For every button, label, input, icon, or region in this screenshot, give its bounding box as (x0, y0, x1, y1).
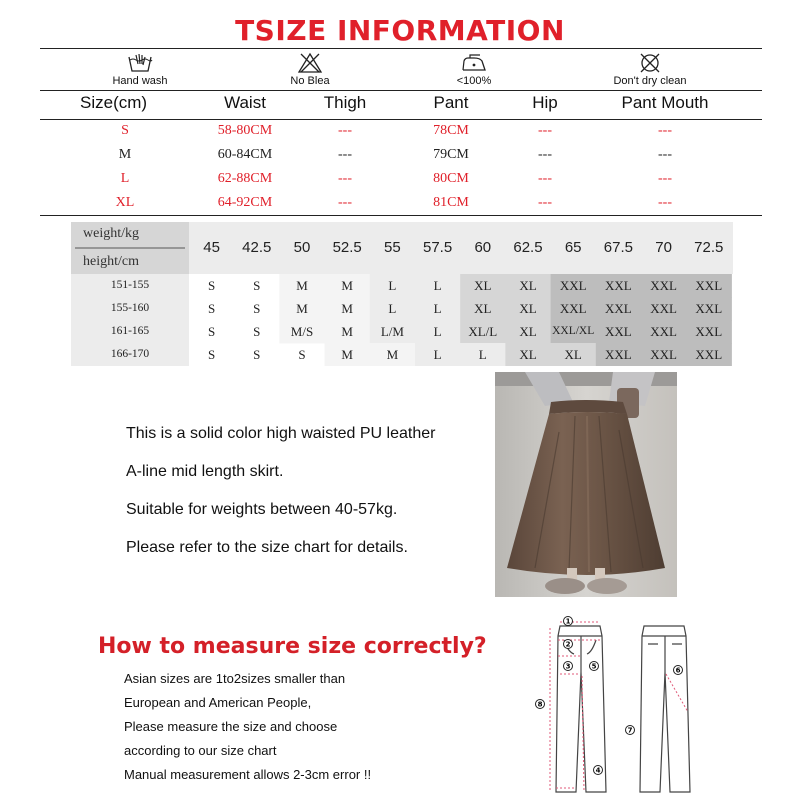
size-row (40, 171, 762, 193)
height-label: height/cm (83, 254, 139, 269)
divider (40, 90, 762, 91)
description-line: A-line mid length skirt. (126, 463, 284, 480)
size-cell: L (388, 278, 397, 293)
description-line: Please refer to the size chart for details. (126, 539, 408, 556)
care-no-dry-clean (580, 52, 720, 87)
size-cell: M (341, 278, 353, 293)
weight-header: 55 (384, 239, 401, 256)
size-cell: S (207, 301, 216, 316)
size-cell: L (433, 301, 442, 316)
weight-header: 70 (655, 239, 672, 256)
size-row (40, 147, 762, 169)
size-cell: XXL (605, 278, 632, 293)
waist-cell: 58-80CM (217, 123, 273, 138)
marker-4: 4 (595, 766, 601, 775)
no-dry-clean-icon (638, 52, 662, 74)
skirt-image (495, 372, 677, 597)
instruction-line: European and American People, (124, 695, 312, 710)
care-label: Hand wash (112, 75, 168, 87)
size-cell: S (121, 123, 129, 138)
care-label: No Blea (290, 75, 330, 87)
no-bleach-icon (297, 52, 323, 74)
size-cell: XXL (695, 347, 723, 362)
marker-2: 2 (565, 640, 571, 649)
size-cell: S (207, 278, 216, 293)
weight-height-table (71, 222, 733, 366)
size-cell: L (120, 171, 130, 186)
size-cell: L (388, 301, 397, 316)
header-hip: Hip (532, 93, 558, 112)
size-cell: L (433, 324, 442, 339)
weight-header: 50 (293, 239, 311, 256)
product-photo (495, 372, 677, 597)
thigh-cell: --- (338, 171, 352, 186)
size-table-header (40, 93, 762, 117)
marker-3: 3 (565, 662, 571, 671)
marker-6: 6 (675, 666, 681, 675)
thigh-cell: --- (338, 195, 352, 210)
hip-cell: --- (538, 147, 552, 162)
divider (40, 48, 762, 49)
weight-label: weight/kg (83, 226, 139, 241)
thigh-cell: --- (338, 123, 352, 138)
size-cell: S (253, 324, 261, 339)
weight-header: 67.5 (603, 239, 633, 256)
care-label: Don't dry clean (613, 75, 687, 87)
header-pant: Pant (433, 93, 469, 112)
hip-cell: --- (538, 171, 552, 186)
size-cell: S (253, 301, 261, 316)
waist-cell: 62-88CM (217, 171, 273, 186)
size-cell: S (253, 347, 261, 362)
pant-cell: 79CM (433, 147, 469, 162)
size-cell: M (341, 347, 353, 362)
hip-cell: --- (538, 195, 552, 210)
pant-mouth-cell: --- (658, 147, 672, 162)
marker-7: 7 (627, 726, 633, 735)
size-cell: M (341, 324, 353, 339)
size-cell: XXL (650, 278, 677, 293)
size-cell: XXL/XL (552, 325, 595, 337)
hand-wash-icon (127, 52, 153, 74)
size-cell: M (118, 147, 132, 162)
header-thigh: Thigh (323, 93, 367, 112)
instruction-line: Manual measurement allows 2-3cm error !! (124, 767, 372, 782)
height-cell: 151-155 (110, 279, 150, 291)
howto-title: How to measure size correctly? (98, 634, 487, 659)
thigh-cell: --- (338, 147, 352, 162)
instruction-line: Please measure the size and choose (124, 719, 338, 734)
weight-header: 57.5 (422, 239, 453, 256)
care-label: <100% (456, 75, 492, 87)
divider (40, 215, 762, 216)
size-cell: XL (115, 195, 135, 210)
size-cell: XXL (605, 347, 632, 362)
weight-header: 45 (203, 239, 220, 256)
pant-mouth-cell: --- (658, 195, 672, 210)
size-cell: L (478, 347, 487, 362)
size-cell: M (386, 347, 399, 362)
size-cell: XL (474, 278, 492, 293)
waist-cell: 60-84CM (217, 147, 273, 162)
size-cell: M (296, 278, 308, 293)
size-cell: XXL (605, 324, 632, 339)
size-cell: XL (564, 347, 582, 362)
pant-mouth-cell: --- (658, 171, 672, 186)
size-cell: L (433, 278, 442, 293)
size-cell: XL (474, 301, 492, 316)
size-cell: M/S (290, 324, 314, 339)
instruction-line: according to our size chart (124, 743, 277, 758)
height-cell: 161-165 (110, 325, 150, 337)
hip-cell: --- (538, 123, 552, 138)
size-cell: S (207, 324, 216, 339)
care-instructions (40, 52, 762, 90)
weight-header: 60 (474, 239, 492, 256)
size-cell: XL (519, 324, 537, 339)
page-title: TSIZE INFORMATION (235, 14, 565, 47)
height-cell: 166-170 (110, 348, 150, 360)
care-hand-wash (70, 52, 210, 87)
size-cell: XL (519, 301, 537, 316)
marker-1: 1 (565, 617, 571, 626)
size-cell: XL (519, 347, 537, 362)
size-cell: XXL (559, 278, 587, 293)
description-line: This is a solid color high waisted PU leather (126, 425, 436, 442)
size-cell: L (433, 347, 442, 362)
size-cell: XXL (695, 324, 723, 339)
size-cell: XXL (605, 301, 632, 316)
marker-5: 5 (591, 662, 597, 671)
weight-header: 65 (564, 239, 582, 256)
size-cell: M (296, 301, 308, 316)
instruction-line: Asian sizes are 1to2sizes smaller than (124, 671, 346, 686)
size-cell: L/M (380, 324, 404, 339)
pant-mouth-cell: --- (658, 123, 672, 138)
pant-cell: 81CM (433, 195, 469, 210)
size-cell: XXL (650, 301, 677, 316)
size-cell: S (207, 347, 216, 362)
size-cell: XXL (559, 301, 587, 316)
size-cell: XL/L (468, 324, 498, 339)
size-cell: M (341, 301, 353, 316)
size-row (40, 195, 762, 217)
size-cell: XXL (650, 347, 677, 362)
description-line: Suitable for weights between 40-57kg. (126, 501, 398, 518)
header-pant-mouth: Pant Mouth (621, 93, 709, 112)
measurement-diagram (530, 612, 730, 798)
size-cell: XXL (695, 278, 723, 293)
care-no-bleach (240, 52, 380, 87)
header-waist: Waist (224, 93, 266, 112)
care-iron (404, 52, 544, 87)
weight-header: 62.5 (513, 239, 543, 256)
header-size: Size(cm) (80, 93, 148, 112)
waist-cell: 64-92CM (217, 195, 273, 210)
size-cell: S (298, 347, 306, 362)
size-cell: XXL (695, 301, 723, 316)
weight-header: 72.5 (694, 239, 724, 256)
size-cell: S (253, 278, 261, 293)
marker-8: 8 (537, 700, 543, 709)
height-cell: 155-160 (110, 302, 150, 314)
size-row (40, 123, 762, 145)
pant-cell: 78CM (433, 123, 469, 138)
size-cell: XL (519, 278, 537, 293)
weight-header: 52.5 (332, 239, 362, 256)
iron-icon (460, 52, 488, 74)
pant-cell: 80CM (433, 171, 469, 186)
divider (40, 119, 762, 120)
size-cell: XXL (650, 324, 677, 339)
weight-header: 42.5 (242, 239, 272, 256)
